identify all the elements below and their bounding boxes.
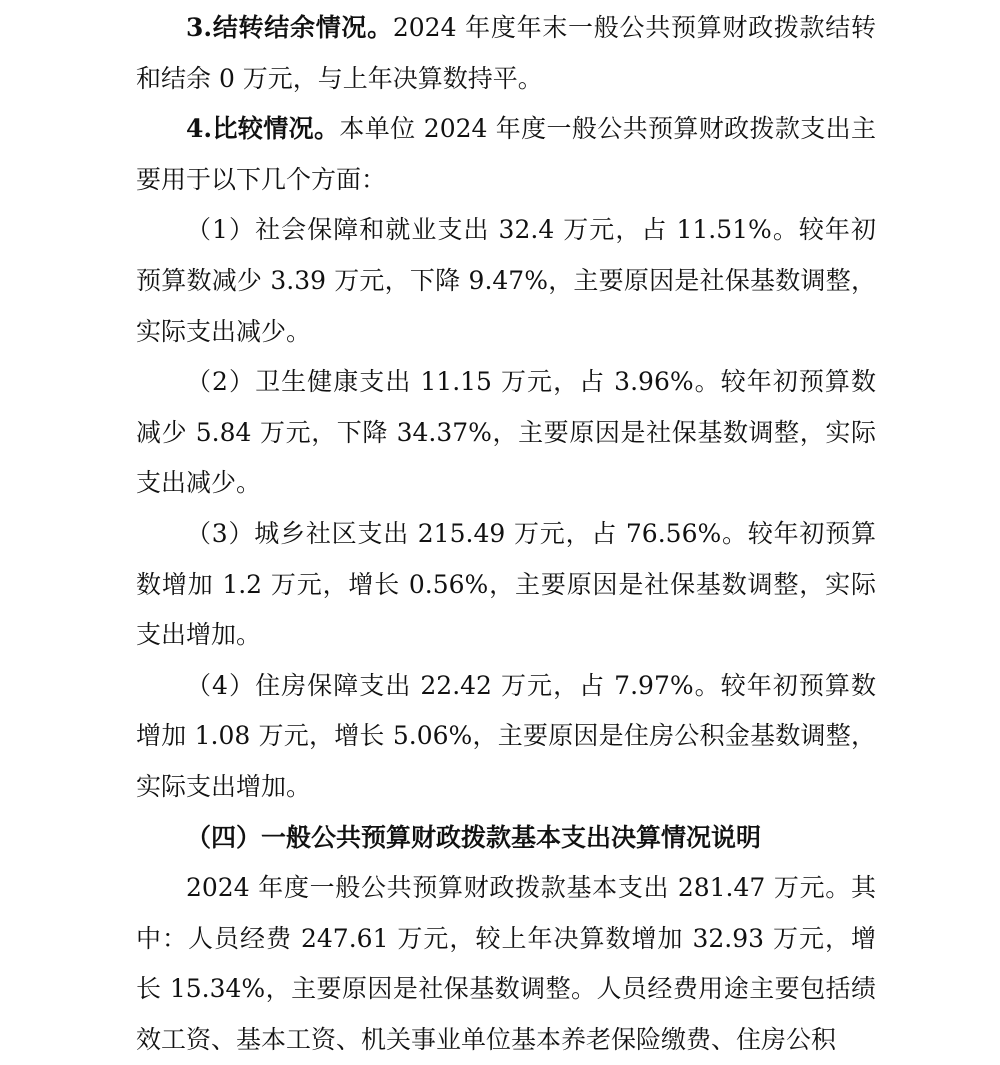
- paragraph-text: 2024 年度年末一般公共预算财政拨款结转和结余 0 万元，与上年决算数持平。: [136, 13, 876, 93]
- list-item: （3）城乡社区支出 215.49 万元，占 76.56%。较年初预算数增加 1.2 万元，增长 0.56%，主要原因是社保基数调整，实际支出增加。: [136, 518, 876, 650]
- document-page: [136, 0, 876, 1065]
- section-heading: （四）一般公共预算财政拨款基本支出决算情况说明: [186, 822, 762, 852]
- paragraph-lead: 3.结转结余情况。: [186, 13, 393, 42]
- list-item: （1）社会保障和就业支出 32.4 万元，占 11.51%。较年初预算数减少 3.39 万元，下降 9.47%，主要原因是社保基数调整，实际支出减少。: [136, 215, 876, 346]
- list-item: （4）住房保障支出 22.42 万元，占 7.97%。较年初预算数增加 1.08 万元，增长 5.06%，主要原因是住房公积金基数调整，实际支出增加。: [136, 670, 876, 801]
- list-item: （2）卫生健康支出 11.15 万元，占 3.96%。较年初预算数减少 5.84 万元，下降 34.37%，主要原因是社保基数调整，实际支出减少。: [136, 367, 876, 498]
- paragraph-lead: 4.比较情况。: [186, 114, 340, 144]
- paragraph-carryover: [136, 3, 876, 104]
- paragraph-text: 本单位 2024 年度一般公共预算财政拨款支出主要用于以下几个方面：: [136, 114, 876, 194]
- paragraph-basic-expenditure: 2024 年度一般公共预算财政拨款基本支出 281.47 万元。其中：人员经费 247.61 万元，较上年决算数增加 32.93 万元，增长 15.34%，主要原因是社保基数调整。人员经费用途主要包括绩效工资、基本工资、机关事业单位基本养老保险缴费、住房公积: [136, 873, 876, 1054]
- paragraph-comparison: [136, 104, 876, 205]
